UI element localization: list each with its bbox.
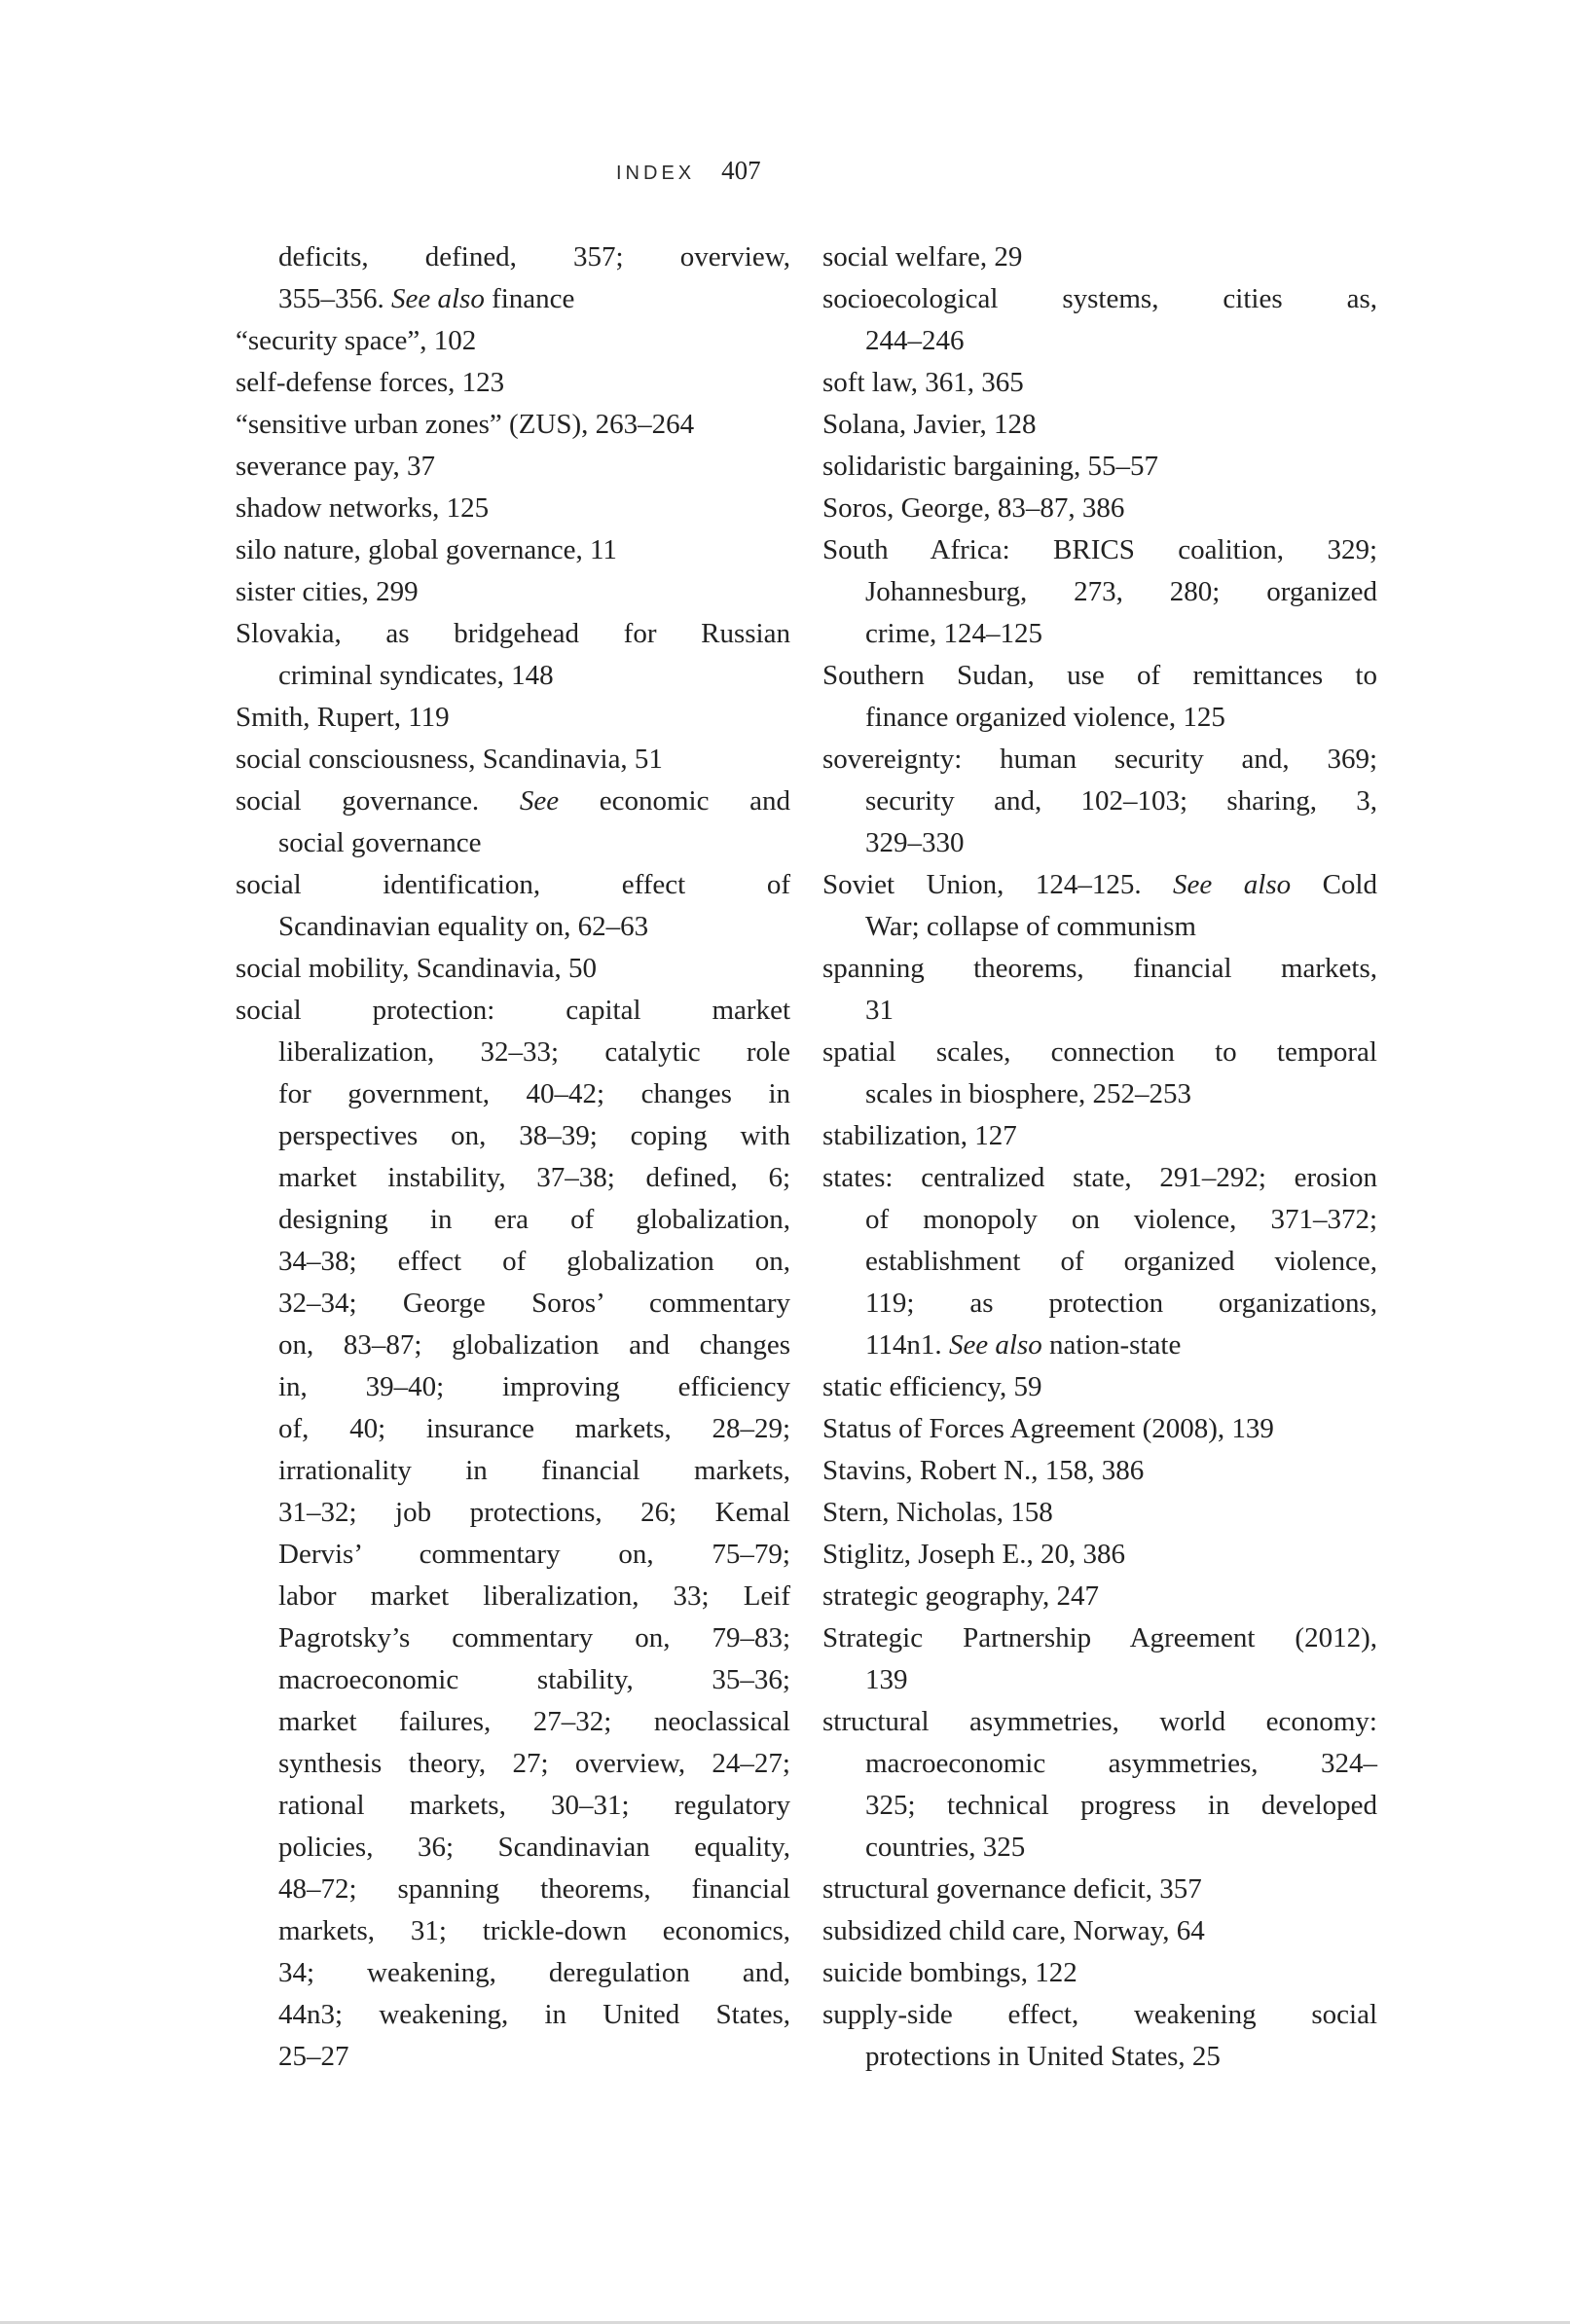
index-line: 244–246 <box>865 325 965 356</box>
index-line: War; collapse of communism <box>865 911 1196 942</box>
index-line: supply-side effect, weakening social <box>822 1999 1377 2030</box>
index-line: Stiglitz, Joseph E., 20, 386 <box>822 1539 1125 1570</box>
index-line: “sensitive urban zones” (ZUS), 263–264 <box>236 409 695 440</box>
index-line: severance pay, 37 <box>236 451 436 482</box>
index-line: spatial scales, connection to temporal <box>822 1036 1377 1068</box>
index-line: security and, 102–103; sharing, 3, <box>865 785 1377 817</box>
page-header <box>616 156 761 186</box>
index-line: Smith, Rupert, 119 <box>236 702 450 733</box>
index-line: markets, 31; trickle-down economics, <box>278 1915 790 1946</box>
index-line: 119; as protection organizations, <box>865 1288 1377 1319</box>
index-line: countries, 325 <box>865 1832 1026 1863</box>
index-line: Stavins, Robert N., 158, 386 <box>822 1455 1145 1486</box>
index-line: Stern, Nicholas, 158 <box>822 1497 1053 1528</box>
index-line: liberalization, 32–33; catalytic role <box>278 1036 790 1068</box>
index-line: social consciousness, Scandinavia, 51 <box>236 744 663 775</box>
index-line: Status of Forces Agreement (2008), 139 <box>822 1413 1274 1444</box>
index-line: 139 <box>865 1664 908 1695</box>
index-line: Scandinavian equality on, 62–63 <box>278 911 649 942</box>
index-line: 32–34; George Soros’ commentary <box>278 1288 790 1319</box>
index-line: static efficiency, 59 <box>822 1371 1042 1402</box>
index-line: stabilization, 127 <box>822 1120 1017 1151</box>
index-line: structural governance deficit, 357 <box>822 1873 1202 1905</box>
index-line: 114n1. See also nation-state <box>865 1329 1182 1361</box>
index-line: solidaristic bargaining, 55–57 <box>822 451 1158 482</box>
page-number: 407 <box>721 156 761 185</box>
index-line: 329–330 <box>865 827 965 858</box>
index-line: 44n3; weakening, in United States, <box>278 1999 790 2030</box>
index-line: of, 40; insurance markets, 28–29; <box>278 1413 790 1444</box>
index-line: irrationality in financial markets, <box>278 1455 790 1486</box>
index-line: shadow networks, 125 <box>236 492 490 524</box>
index-line: for government, 40–42; changes in <box>278 1078 790 1109</box>
index-line: policies, 36; Scandinavian equality, <box>278 1832 790 1863</box>
index-line: 31 <box>865 995 894 1026</box>
index-line: socioecological systems, cities as, <box>822 283 1377 314</box>
index-line: sister cities, 299 <box>236 576 419 607</box>
index-line: market instability, 37–38; defined, 6; <box>278 1162 790 1193</box>
index-line: market failures, 27–32; neoclassical <box>278 1706 790 1737</box>
index-line: Johannesburg, 273, 280; organized <box>865 576 1377 607</box>
index-line: soft law, 361, 365 <box>822 367 1024 398</box>
index-line: South Africa: BRICS coalition, 329; <box>822 534 1377 565</box>
index-line: social mobility, Scandinavia, 50 <box>236 953 598 984</box>
index-column-left <box>236 236 790 2078</box>
index-line: macroeconomic stability, 35–36; <box>278 1664 790 1695</box>
index-line: 48–72; spanning theorems, financial <box>278 1873 790 1905</box>
index-line: social identification, effect of <box>236 869 790 900</box>
index-line: deficits, defined, 357; overview, <box>278 241 790 272</box>
index-line: 25–27 <box>278 2041 349 2072</box>
index-line: social governance <box>278 827 482 858</box>
index-line: structural asymmetries, world economy: <box>822 1706 1377 1737</box>
index-line: Strategic Partnership Agreement (2012), <box>822 1622 1377 1653</box>
index-line: states: centralized state, 291–292; erosion <box>822 1162 1377 1193</box>
index-line: 355–356. See also finance <box>278 283 575 314</box>
index-line: Pagrotsky’s commentary on, 79–83; <box>278 1622 790 1653</box>
index-line: establishment of organized violence, <box>865 1246 1377 1277</box>
index-line: synthesis theory, 27; overview, 24–27; <box>278 1748 790 1779</box>
index-line: finance organized violence, 125 <box>865 702 1225 733</box>
index-line: on, 83–87; globalization and changes <box>278 1329 790 1361</box>
index-line: 34; weakening, deregulation and, <box>278 1957 790 1988</box>
index-column-right <box>822 236 1377 2078</box>
index-line: Dervis’ commentary on, 75–79; <box>278 1539 790 1570</box>
index-line: social welfare, 29 <box>822 241 1023 272</box>
index-line: self-defense forces, 123 <box>236 367 505 398</box>
index-line: Solana, Javier, 128 <box>822 409 1037 440</box>
index-line: crime, 124–125 <box>865 618 1043 649</box>
index-line: Soviet Union, 124–125. See also Cold <box>822 869 1377 900</box>
index-line: 31–32; job protections, 26; Kemal <box>278 1497 790 1528</box>
index-line: protections in United States, 25 <box>865 2041 1221 2072</box>
index-line: rational markets, 30–31; regulatory <box>278 1790 790 1821</box>
index-line: Southern Sudan, use of remittances to <box>822 660 1377 691</box>
index-line: Soros, George, 83–87, 386 <box>822 492 1125 524</box>
index-line: Slovakia, as bridgehead for Russian <box>236 618 790 649</box>
index-line: silo nature, global governance, 11 <box>236 534 617 565</box>
index-line: sovereignty: human security and, 369; <box>822 744 1377 775</box>
index-line: 34–38; effect of globalization on, <box>278 1246 790 1277</box>
index-line: perspectives on, 38–39; coping with <box>278 1120 790 1151</box>
index-line: spanning theorems, financial markets, <box>822 953 1377 984</box>
running-head: INDEX <box>616 163 696 184</box>
index-line: designing in era of globalization, <box>278 1204 790 1235</box>
index-line: labor market liberalization, 33; Leif <box>278 1580 790 1612</box>
index-line: criminal syndicates, 148 <box>278 660 554 691</box>
index-line: strategic geography, 247 <box>822 1580 1099 1612</box>
index-line: social protection: capital market <box>236 995 790 1026</box>
index-line: 325; technical progress in developed <box>865 1790 1377 1821</box>
index-line: “security space”, 102 <box>236 325 477 356</box>
index-line: subsidized child care, Norway, 64 <box>822 1915 1205 1946</box>
index-line: scales in biosphere, 252–253 <box>865 1078 1192 1109</box>
index-line: suicide bombings, 122 <box>822 1957 1077 1988</box>
index-line: social governance. See economic and <box>236 785 790 817</box>
index-line: macroeconomic asymmetries, 324– <box>865 1748 1377 1779</box>
index-line: of monopoly on violence, 371–372; <box>865 1204 1377 1235</box>
index-line: in, 39–40; improving efficiency <box>278 1371 790 1402</box>
